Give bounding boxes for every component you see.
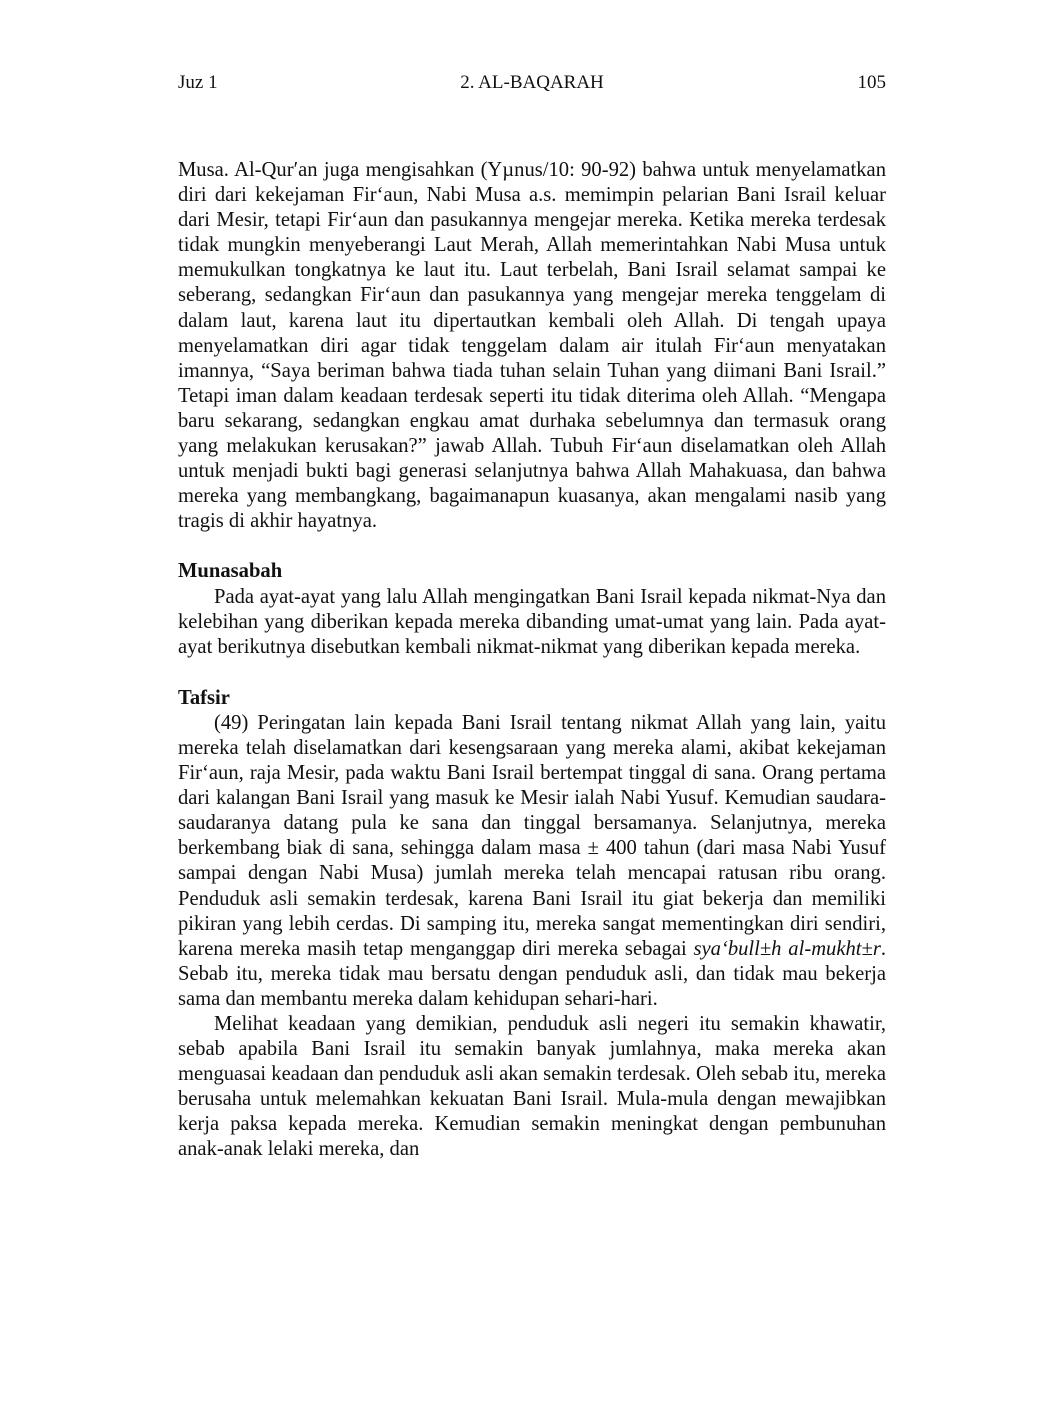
running-header bbox=[178, 72, 886, 98]
munasabah-paragraph: Pada ayat-ayat yang lalu Allah mengingatkan Bani Israil kepada nikmat-Nya dan kelebihan yang diberikan kepada mereka dibanding umat-umat yang lain. Pada ayat-ayat berikutnya disebutkan kembali nikmat-nikmat yang diberikan kepada mereka. bbox=[178, 585, 886, 658]
tafsir-paragraph-1-text-b: . Sebab itu, mereka tidak mau bersatu dengan penduduk asli, dan tidak mau bekerja sama dan membantu mereka dalam kehidupan sehari-hari. bbox=[178, 937, 886, 1010]
tafsir-heading: Tafsir bbox=[178, 686, 230, 709]
header-page-number: 105 bbox=[857, 72, 886, 93]
page-body bbox=[178, 158, 886, 1163]
section-spacer bbox=[178, 534, 886, 559]
header-juz: Juz 1 bbox=[178, 72, 218, 93]
munasabah-heading: Munasabah bbox=[178, 560, 283, 583]
section-spacer bbox=[178, 660, 886, 686]
tafsir-paragraph-2: Melihat keadaan yang demikian, penduduk asli negeri itu semakin khawatir, sebab apabila Bani Israil itu semakin banyak jumlahnya, maka mereka akan menguasai keadaan dan penduduk asli akan semakin terdesak. Oleh sebab itu, mereka berusaha untuk melemahkan kekuatan Bani Israil. Mula-mula dengan mewajibkan kerja paksa kepada mereka. Kemudian semakin meningkat dengan pembunuhan anak-anak lelaki mereka, dan bbox=[178, 1013, 886, 1161]
header-surah-title: 2. AL-BAQARAH bbox=[460, 72, 604, 93]
arabic-transliteration-term: sya‘bull±h al-mukht±r bbox=[693, 937, 881, 960]
tafsir-paragraph-1 bbox=[178, 711, 886, 1012]
tafsir-paragraph-1-text-a: (49) Peringatan lain kepada Bani Israil tentang nikmat Allah yang lain, yaitu mereka telah diselamatkan dari kesengsaraan yang mereka alami, akibat kekejaman Fir‘aun, raja Mesir, pada waktu Bani Israil bertempat tinggal di sana. Orang pertama dari kalangan Bani Israil yang masuk ke Mesir ialah Nabi Yusuf. Kemudian saudara-saudaranya datang pula ke sana dan tinggal bersamanya. Selanjutnya, mereka berkembang biak di sana, sehingga dalam masa ± 400 tahun (dari masa Nabi Yusuf sampai dengan Nabi Musa) jumlah mereka telah mencapai ratusan ribu orang. Penduduk asli semakin terdesak, karena Bani Israil itu giat bekerja dan memiliki pikiran yang lebih cerdas. Di samping itu, mereka sangat mementingkan diri sendiri, karena mereka masih tetap menganggap diri mereka sebagai bbox=[178, 711, 886, 960]
intro-paragraph: Musa. Al-Qur′an juga mengisahkan (Yµnus/10: 90-92) bahwa untuk menyelamatkan diri dari kekejaman Fir‘aun, Nabi Musa a.s. memimpin pelarian Bani Israil keluar dari Mesir, tetapi Fir‘aun dan pasukannya mengejar mereka. Ketika mereka terdesak tidak mungkin menyeberangi Laut Merah, Allah memerintahkan Nabi Musa untuk memukulkan tongkatnya ke laut itu. Laut terbelah, Bani Israil selamat sampai ke seberang, sedangkan Fir‘aun dan pasukannya yang mengejar mereka tenggelam di dalam laut, karena laut itu dipertautkan kembali oleh Allah. Di tengah upaya menyelamatkan diri agar tidak tenggelam dalam air itulah Fir‘aun menyatakan imannya, “Saya beriman bahwa tiada tuhan selain Tuhan yang diimani Bani Israil.” Tetapi iman dalam keadaan terdesak seperti itu tidak diterima oleh Allah. “Mengapa baru sekarang, sedangkan engkau amat durhaka sebelumnya dan termasuk orang yang melakukan kerusakan?” jawab Allah. Tubuh Fir‘aun diselamatkan oleh Allah untuk menjadi bukti bagi generasi selanjutnya bahwa Allah Mahakuasa, dan bahwa mereka yang membangkang, bagaimanapun kuasanya, akan mengalami nasib yang tragis di akhir hayatnya. bbox=[178, 159, 886, 533]
